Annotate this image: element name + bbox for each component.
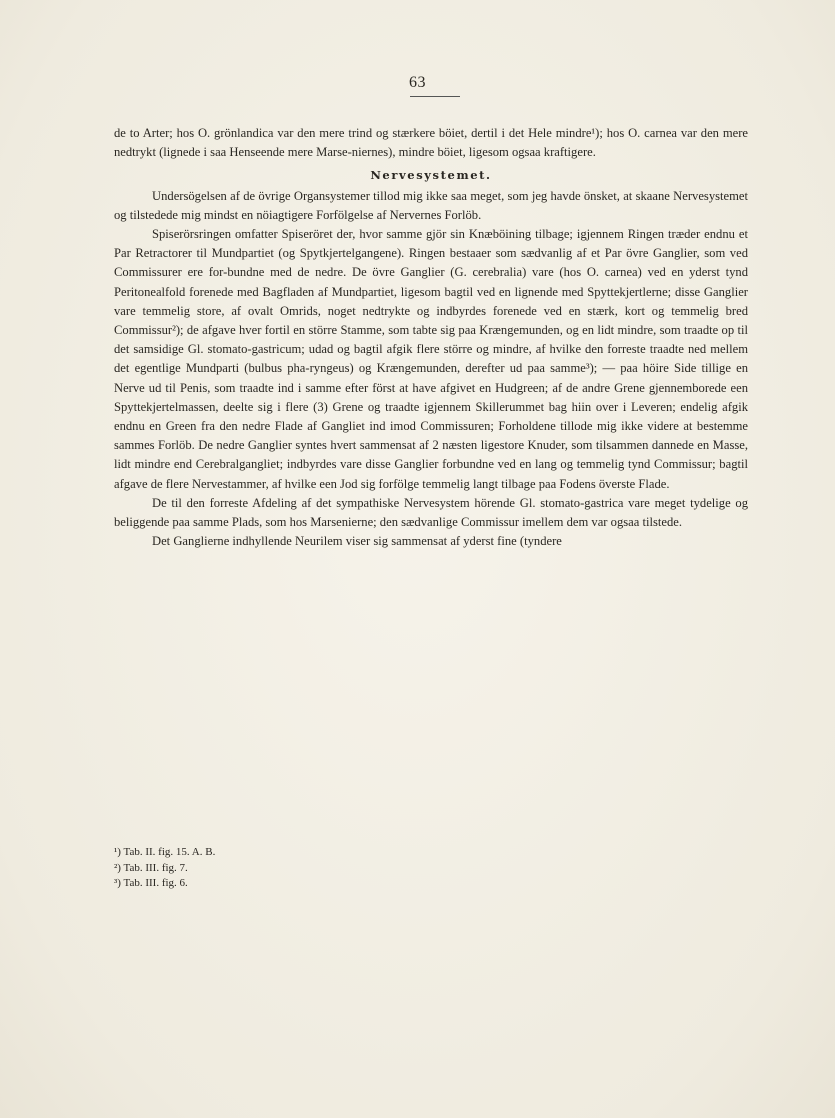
footnote-1: ¹) Tab. II. fig. 15. A. B. xyxy=(114,846,216,858)
main-text xyxy=(114,124,748,551)
intro-paragraph: de to Arter; hos O. grönlandica var den mere trind og stærkere böiet, dertil i det Hele mindre¹); hos O. carnea var den mere nedtrykt (lignede i saa Henseende mere Marse-niernes), mindre böiet, ligesom ogsaa kraftigere. xyxy=(114,126,748,160)
page-number xyxy=(0,74,835,92)
paragraph-1: Undersögelsen af de övrige Organsystemer tillod mig ikke saa meget, som jeg havde önsket, at skaane Nervesystemet og tilstedede mig mindst en nöiagtigere Forfölgelse af Nervernes Forlöb. xyxy=(114,188,748,222)
footnote-3: ³) Tab. III. fig. 6. xyxy=(114,877,188,890)
footnotes xyxy=(114,845,215,892)
footnote-2: ²) Tab. III. fig. 7. xyxy=(114,861,188,874)
paragraph-3: De til den forreste Afdeling af det sympathiske Nervesystem hörende Gl. stomato-gastrica vare meget tydelige og beliggende paa samme Plads, som hos Marsenierne; den sædvanlige Commissur imellem dem var ogsaa tilstede. xyxy=(114,495,748,530)
paragraph-4: Det Ganglierne indhyllende Neurilem viser sig sammensat af yderst fine (tyndere xyxy=(152,534,562,549)
paragraph-2: Spiserörsringen omfatter Spiseröret der, hvor samme gjör sin Knæböining tilbage; igjennem Ringen træder endnu et Par Retractorer til Mundpartiet (og Spytkjertelgangene). Ringen bestaaer som sædvanlig af et Par övre Ganglier, som ved Commissurer ere for-bundne med de nedre. De övre Ganglier (G. cerebralia) vare (hos O. carnea) ved en yderst tynd Peritonealfold forenede med Bagfladen af Mundpartiet, ligesom bagtil ved en lignende med Spyttekjertlerne; disse Ganglier vare temmelig store, af ovalt Omrids, noget nedtrykte og indbyrdes forenede ved en stærk, kort og temmelig bred Commissur²); de afgave hver fortil en större Stamme, som tabte sig paa Krængemunden, og en lidt mindre, som traadte op til det samsidige Gl. stomato-gastricum; udad og bagtil afgik flere större og mindre, af hvilke den forreste traadte ned mellem det egentlige Mundparti (bulbus pha-ryngeus) og Krængemunden, derefter ud paa samme³); — paa höire Side tillige en Nerve ud til Penis, som traadte ind i samme efter först at have afgivet en Hudgreen; af de andre Grene gjennemborede een Spyttekjertelmassen, deelte sig i flere (3) Grene og traadte igjennem Skillerummet bag hiin over i Leveren; endelig afgik endnu en Green fra den nedre Flade af Gangliet ind imod Commissuren; Forholdene tillode mig ikke videre at bestemme sammes Forlöb. De nedre Ganglier syntes hvert sammensat af 2 næsten ligestore Knuder, som tilsammen dannede en Masse, lidt mindre end Cerebralgangliet; indbyrdes vare disse Ganglier forbundne ved en lang og temmelig tynd Commissur; bagtil afgave de flere Nervestammer, af hvilke een Jod sig forfölge temmelig langt tilbage paa Fodens överste Flade. xyxy=(114,227,748,491)
page-number-rule xyxy=(410,96,460,97)
section-heading: Nervesystemet. xyxy=(370,168,492,183)
page-number-text: 63 xyxy=(409,74,426,91)
